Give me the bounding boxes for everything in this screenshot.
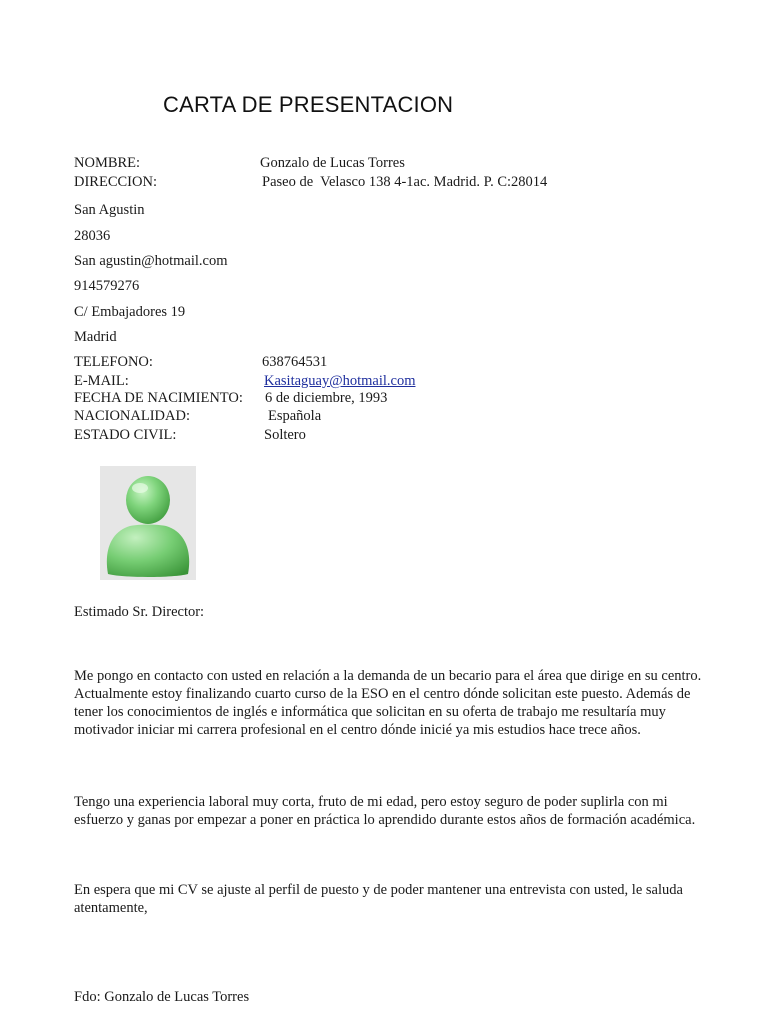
- email-link[interactable]: Kasitaguay@hotmail.com: [264, 373, 416, 389]
- paragraph-1: Me pongo en contacto con usted en relación a la demanda de un becario para el área que dirige en su centro. Actualmente estoy finalizando cuarto curso de la ESO en el centro dónde solicitan este puesto. Además de tener los conocimientos de inglés e informática que solicitan en su oferta de trabajo me resultaría muy motivador iniciar mi carrera profesional en el centro dónde inicié ya mis estudios hace trece años.: [74, 668, 702, 738]
- estado-civil-label: ESTADO CIVIL:: [74, 427, 177, 443]
- estado-civil-value: Soltero: [264, 427, 306, 443]
- extra-line-email: San agustin@hotmail.com: [74, 253, 228, 269]
- signature: Fdo: Gonzalo de Lucas Torres: [74, 989, 250, 1005]
- nacimiento-label: FECHA DE NACIMIENTO:: [74, 390, 243, 406]
- extra-line-city: Madrid: [74, 329, 117, 345]
- page-title: CARTA DE PRESENTACION: [163, 92, 454, 117]
- extra-line-locality: San Agustin: [74, 202, 145, 218]
- greeting: Estimado Sr. Director:: [74, 604, 205, 620]
- nombre-value: Gonzalo de Lucas Torres: [260, 155, 405, 171]
- nacimiento-value: 6 de diciembre, 1993: [265, 390, 388, 406]
- user-avatar-icon: [100, 466, 196, 580]
- email-label: E-MAIL:: [74, 373, 129, 389]
- extra-line-phone: 914579276: [74, 278, 140, 294]
- avatar: [100, 466, 196, 580]
- direccion-value: Paseo de Velasco 138 4-1ac. Madrid. P. C:28014: [262, 174, 548, 190]
- telefono-label: TELEFONO:: [74, 354, 153, 370]
- telefono-value: 638764531: [262, 354, 328, 370]
- nacionalidad-label: NACIONALIDAD:: [74, 408, 190, 424]
- extra-line-postal-code: 28036: [74, 228, 111, 244]
- paragraph-2: Tengo una experiencia laboral muy corta, fruto de mi edad, pero estoy seguro de poder suplirla con mi esfuerzo y ganas por empezar a poner en práctica lo aprendido durante estos años de formación académica.: [74, 794, 696, 828]
- nombre-label: NOMBRE:: [74, 155, 141, 171]
- direccion-label: DIRECCION:: [74, 174, 157, 190]
- extra-line-street: C/ Embajadores 19: [74, 304, 186, 320]
- nacionalidad-value: Española: [268, 408, 322, 424]
- paragraph-3: En espera que mi CV se ajuste al perfil de puesto y de poder mantener una entrevista con usted, le saluda atentamente,: [74, 882, 683, 916]
